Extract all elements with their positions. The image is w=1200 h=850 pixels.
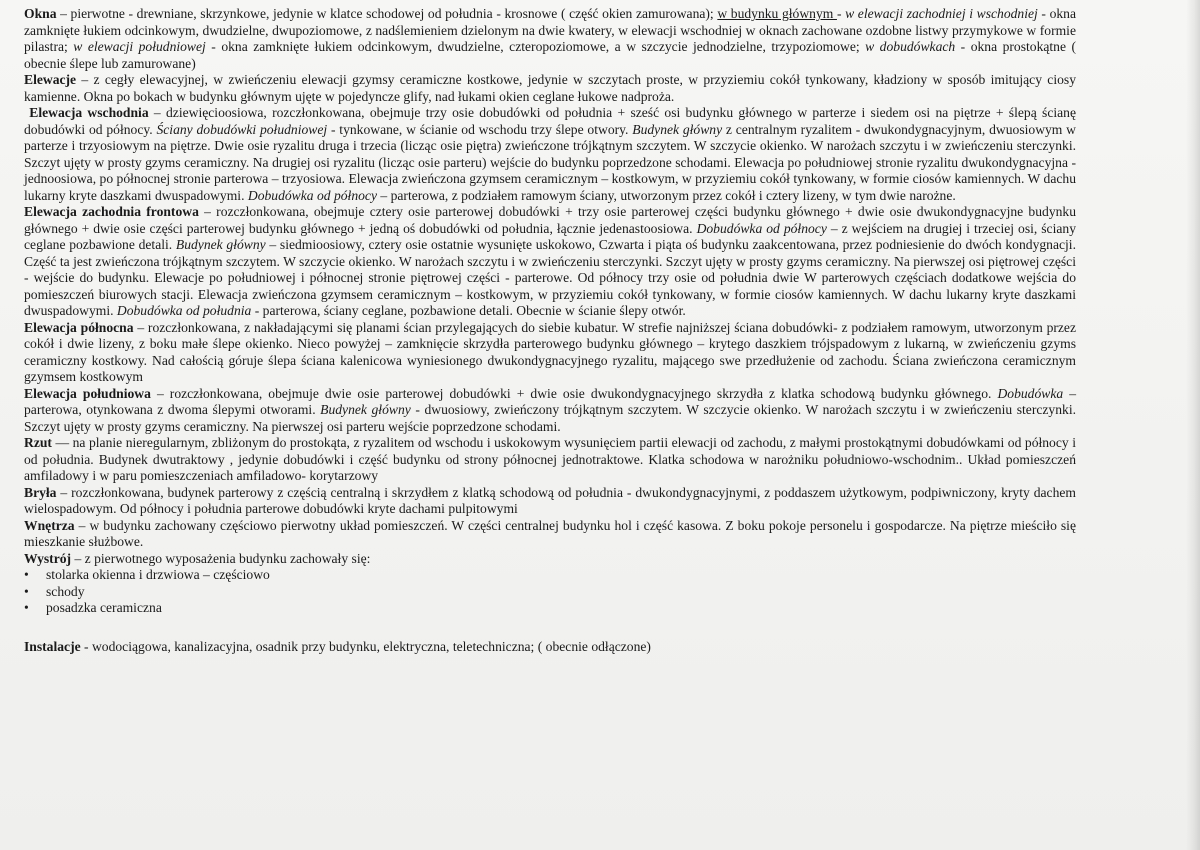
section-elewacja-poludniowa xyxy=(24,386,1076,436)
heading-rzut: Rzut xyxy=(24,435,52,450)
italic-text: Budynek główny xyxy=(175,237,266,252)
text: - okna zamknięte łukiem odcinkowym, dwudzielne, czteropoziomowe, a w szczycie jednodzielne, trzypoziomowe; xyxy=(205,39,866,54)
list-item: • schody xyxy=(46,584,1076,601)
list-item: • stolarka okienna i drzwiowa – częściowo xyxy=(46,567,1076,584)
section-wystroj xyxy=(24,551,1076,568)
italic-text: Dobudówka od południa xyxy=(116,303,252,318)
heading-elewacja-wschodnia: Elewacja wschodnia xyxy=(29,105,149,120)
text: – z wejściem na drugiej i trzeciej osi, ściany ceglane pozbawione detali. xyxy=(24,220,1076,252)
spacer xyxy=(24,617,1076,639)
italic-text: Dobudówka od północy xyxy=(247,187,377,203)
text: z centralnym ryzalitem - dwukondygnacyjnym, dwuosiowym w parterze i trzyosiowym na piętrze. Dwie osie ryzalitu druga i trzecia (licząc osie piętra) zwieńczone trójkątnym szczytem. W szczycie okienko. W narożach szczytu i w zwieńczeniu sterczynki. Szczyt ujęty w prosty gzyms ceramiczny. Na drugiej osi ryzalitu (licząc osie parteru) wejście do budynku poprzedzone schodami. Elewacja po południowej stronie ryzalitu dwukondygnacyjna - jednoosiowa, po północnej stronie parterowa – trzyosiowa. Elewacja zwieńczona gzymsem ceramicznym – kostkowym, w przyziemiu cokół tynkowany, w formie ciosów kamiennych. W dachu lukarny kryte daszkami dwuspadowymi. xyxy=(24,121,1076,203)
section-bryla xyxy=(24,485,1076,518)
text: – rozczłonkowana, z nakładającymi się planami ścian przylegających do siebie kubatur. W strefie najniższej ściana dobudówki- z podziałem ramowym, utworzonym przez cokół i dwie lizeny, z boku małe ślepe okienko. Nieco powyżej – zamknięcie skrzydła parterowego budynku głównego – krytego daszkiem trójspadowym z lukarną, w zwieńczeniu gzyms ceramiczny kostkowy. Nad całością góruje ślepa ściana kalenicowa wyniesionego dwukondygnacyjnego ryzalitu, mającego swe przedłużenie od zachodu. Ściana zwieńczona ceramicznym gzymsem kostkowym xyxy=(24,319,1076,384)
text: – rozczłonkowana, budynek parterowy z częścią centralną i skrzydłem z klatką schodową od południa - dwukondygnacyjnymi, z poddaszem użytkowym, podpiwniczony, kryty dachem wielospadowym. Od północy i południa parterowe dobudówki kryte dachami pulpitowymi xyxy=(24,484,1076,516)
heading-elewacje: Elewacje xyxy=(24,72,77,87)
text: – w budynku zachowany częściowo pierwotny układ pomieszczeń. W części centralnej budynku hol i część kasowa. Z boku pokoje personelu i gospodarcze. Na piętrze mieściło się mieszkanie służbowe. xyxy=(24,517,1076,549)
text: – rozczłonkowana, obejmuje dwie osie parterowej dobudówki + dwie osie dwukondygnacyjnego skrzydła z klatka schodową budynku głównego. xyxy=(150,385,998,401)
text: – z pierwotnego wyposażenia budynku zachowały się: xyxy=(71,550,371,566)
section-elewacja-polnocna xyxy=(24,320,1076,386)
text: - xyxy=(836,6,846,21)
text: – z cegły elewacyjnej, w zwieńczeniu elewacji gzymsy ceramiczne kostkowe, jedynie w szczytach proste, w przyziemiu cokół tynkowany, kładziony w sposób imitujący ciosy kamienne. Okna po bokach w budynku głównym ujęte w pojedyncze glify, nad łukami okien ceglane łukowe nadproża. xyxy=(24,72,1076,104)
section-elewacja-zachodnia xyxy=(24,204,1076,320)
section-rzut xyxy=(24,435,1076,485)
text: – parterowa, z podziałem ramowym ściany, utworzonym przez cokół i cztery lizeny, w tym dwie narożne. xyxy=(377,187,956,203)
text: – dziewięcioosiowa, rozczłonkowana, obejmuje trzy osie dobudówki od południa + sześć osi budynku głównego w parterze i siedem osi na piętrze + ślepą ścianę dobudówki od północy. xyxy=(24,105,1076,137)
section-elewacja-wschodnia xyxy=(24,105,1076,204)
wystroj-list xyxy=(24,567,1076,617)
text: - dwuosiowy, zwieńczony trójkątnym szczytem. W szczycie okienko. W narożach szczytu i w zwieńczeniu sterczynki. Szczyt ujęty w prosty gzyms ceramiczny. Na pierwszej osi parteru wejście poprzedzone schodami. xyxy=(24,402,1076,434)
section-wnetrza xyxy=(24,518,1076,551)
underlined-text: w budynku głównym xyxy=(717,6,837,21)
text: - parterowa, ściany ceglane, pozbawione detali. Obecnie w ścianie ślepy otwór. xyxy=(251,303,686,318)
italic-text: w elewacji południowej xyxy=(73,39,206,54)
list-item: • posadzka ceramiczna xyxy=(46,600,1076,617)
text: – parterowa, otynkowana z dwoma ślepymi otworami. xyxy=(24,385,1076,417)
text: – pierwotne - drewniane, skrzynkowe, jedynie w klatce schodowej od południa - krosnowe ( część okien zamurowana); xyxy=(56,6,718,21)
heading-bryla: Bryła xyxy=(24,484,57,500)
section-instalacje xyxy=(24,639,1076,656)
page-edge-shadow xyxy=(1186,0,1200,850)
italic-text: Dobudówka od północy xyxy=(696,220,827,236)
text: - tynkowane, w ścianie od wschodu trzy ślepe otwory. xyxy=(327,121,633,137)
text: - wodociągowa, kanalizacyjna, osadnik przy budynku, elektryczna, teletechniczna; ( obecnie odłączone) xyxy=(80,638,651,654)
text: - okna zamknięte łukiem odcinkowym, dwudzielne, dwupoziomowe, z nadślemieniem dzielonym na dwie kwatery, w elewacji wschodniej w oknach zachowane ozdobne listwy przymykowe w formie pilastra; xyxy=(24,6,1076,54)
heading-instalacje: Instalacje xyxy=(24,638,81,654)
italic-text: w dobudówkach xyxy=(865,39,956,54)
italic-text: Dobudówka xyxy=(997,385,1064,401)
italic-text: Budynek główny xyxy=(632,121,723,137)
italic-text: w elewacji zachodniej i wschodniej xyxy=(845,6,1038,21)
heading-okna: Okna xyxy=(24,6,57,21)
italic-text: Budynek główny xyxy=(320,402,411,417)
text: – siedmioosiowy, cztery osie ostatnie wysunięte uskokowo, Czwarta i piąta oś budynku zaakcentowana, przez podniesienie do dwóch kondygnacji. Część ta jest zwieńczona trójkątnym szczytem. W szczycie okienko. W narożach szczytu i w zwieńczeniu sterczynki. Szczyt ujęty w prosty gzyms ceramiczny. Na pierwszej osi piętrowej części - wejście do budynku. Elewacje po południowej i północnej stronie piętrowej części - parterowe. Od północy trzy osie od południa dwie W parterowych częściach dodatkowe wejścia do pomieszczeń biurowych stacji. Elewacja zwieńczona gzymsem ceramicznym – kostkowym, w przyziemiu cokół tynkowany, w formie ciosów kamiennych. W dachu lukarny kryte daszkami dwuspadowymi. xyxy=(24,237,1076,318)
document-body xyxy=(24,6,1076,655)
heading-elewacja-polnocna: Elewacja północna xyxy=(24,319,134,335)
italic-text: Ściany dobudówki południowej xyxy=(156,121,328,137)
heading-wystroj: Wystrój xyxy=(24,550,72,566)
text: — na planie nieregularnym, zbliżonym do prostokąta, z ryzalitem od wschodu i uskokowym wysunięciem partii elewacji od zachodu, z małymi prostokątnymi dobudówkami od północy i od południa. Budynek dwutraktowy , jedynie dobudówki i część budynku od strony północnej jednotraktowe. Klatka schodowa w narożniku południowo-wschodnim.. Układ pomieszczeń amfiladowy i w paru pomieszczeniach amfiladowo- korytarzowy xyxy=(24,435,1076,483)
text: - okna prostokątne ( obecnie ślepe lub zamurowane) xyxy=(24,39,1077,71)
section-okna xyxy=(24,6,1076,72)
heading-elewacja-poludniowa: Elewacja południowa xyxy=(24,385,151,401)
heading-wnetrza: Wnętrza xyxy=(24,517,75,533)
text: – rozczłonkowana, obejmuje cztery osie parterowej dobudówki + trzy osie parterowej części budynku głównego + dwie osie dwukondygnacyjne budynku głównego + dwie osie części parterowej budynku głównego + jedną oś dobudówki od południa, łącznie jedenastoosiowa. xyxy=(24,204,1077,236)
section-elewacje xyxy=(24,72,1076,105)
heading-elewacja-zachodnia: Elewacja zachodnia frontowa xyxy=(24,204,199,219)
